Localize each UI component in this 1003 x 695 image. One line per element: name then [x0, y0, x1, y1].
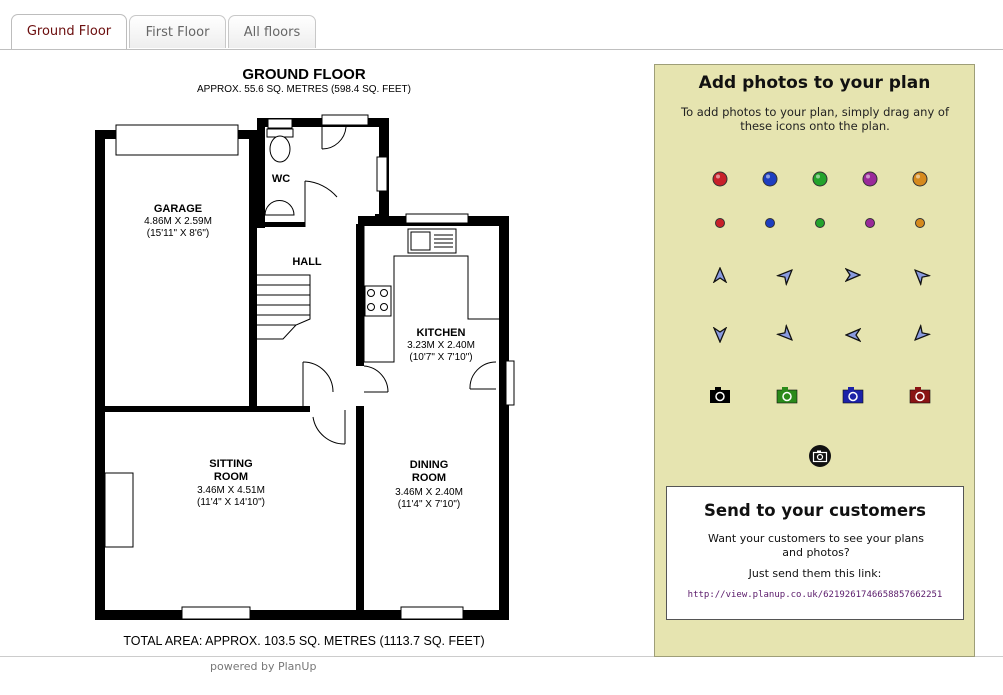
send-description: Want your customers to see your plans and photos?	[708, 532, 924, 559]
floor-plan	[0, 49, 640, 659]
garage-dim-m: 4.86M X 2.59M	[144, 216, 212, 227]
tab-all-floors[interactable]: All floors	[228, 15, 316, 48]
green-dot-icon[interactable]	[808, 167, 832, 191]
purple-dot-icon[interactable]	[858, 167, 882, 191]
photos-panel	[654, 64, 975, 657]
kitchen-dim-ft: (10'7" X 7'10")	[409, 352, 473, 363]
tab-first-floor[interactable]: First Floor	[129, 15, 226, 48]
windows	[116, 115, 514, 619]
hall-label: HALL	[292, 256, 322, 268]
plan-title: GROUND FLOOR	[242, 66, 366, 83]
doors	[303, 127, 496, 444]
tab-ground-floor[interactable]: Ground Floor	[11, 14, 127, 49]
small-green-dot-icon[interactable]	[808, 211, 832, 235]
dining-room-dim-m: 3.46M X 2.40M	[395, 487, 463, 498]
arrow-up-icon[interactable]	[708, 263, 732, 287]
share-link[interactable]: http://view.planup.co.uk/6219261746658857662251	[687, 590, 943, 600]
red-dot-icon[interactable]	[708, 167, 732, 191]
total-area: TOTAL AREA: APPROX. 103.5 SQ. METRES (1113.7 SQ. FEET)	[123, 634, 485, 648]
plan-subtitle: APPROX. 55.6 SQ. METRES (598.4 SQ. FEET)	[197, 84, 411, 95]
dining-room-label-1: DINING	[409, 459, 449, 471]
arrow-down-left-icon[interactable]	[775, 323, 799, 347]
round-camera-icon[interactable]	[808, 444, 832, 468]
panel-title: Add photos to your plan	[698, 73, 931, 93]
dining-room-dim-ft: (11'4" X 7'10")	[397, 499, 461, 510]
kitchen-label: KITCHEN	[416, 327, 466, 339]
orange-dot-icon[interactable]	[908, 167, 932, 191]
wc-label: WC	[271, 173, 291, 185]
small-red-dot-icon[interactable]	[708, 211, 732, 235]
floor-tabs	[0, 0, 1003, 50]
floor-plan-drawing	[0, 49, 640, 659]
powered-by: powered by PlanUp	[210, 660, 317, 673]
sitting-room-dim-m: 3.46M X 4.51M	[197, 485, 265, 496]
blue-camera-icon[interactable]	[841, 383, 865, 407]
send-to-customers-box	[666, 486, 964, 620]
red-camera-icon[interactable]	[908, 383, 932, 407]
arrow-left-icon[interactable]	[841, 323, 865, 347]
sitting-room-dim-ft: (11'4" X 14'10")	[197, 497, 265, 508]
black-camera-icon[interactable]	[708, 383, 732, 407]
send-instruction: Just send them this link:	[748, 567, 882, 580]
arrow-down-icon[interactable]	[708, 323, 732, 347]
arrow-up-left-icon[interactable]	[908, 323, 932, 347]
stairs	[257, 275, 310, 339]
panel-instructions: To add photos to your plan, simply drag any of these icons onto the plan.	[681, 105, 949, 133]
small-orange-dot-icon[interactable]	[908, 211, 932, 235]
garage-label: GARAGE	[153, 203, 203, 215]
blue-dot-icon[interactable]	[758, 167, 782, 191]
small-blue-dot-icon[interactable]	[758, 211, 782, 235]
arrow-up-right-icon[interactable]	[775, 263, 799, 287]
small-purple-dot-icon[interactable]	[858, 211, 882, 235]
dining-room-label-2: ROOM	[411, 472, 447, 484]
wc-fixtures	[265, 129, 294, 215]
walls	[95, 118, 509, 620]
sitting-room-label-2: ROOM	[213, 471, 249, 483]
arrow-down-right-icon[interactable]	[908, 263, 932, 287]
kitchen-dim-m: 3.23M X 2.40M	[407, 340, 475, 351]
green-camera-icon[interactable]	[775, 383, 799, 407]
send-title: Send to your customers	[704, 501, 926, 520]
garage-dim-ft: (15'11" X 8'6")	[146, 228, 210, 239]
sitting-room-label-1: SITTING	[209, 458, 253, 470]
arrow-right-icon[interactable]	[841, 263, 865, 287]
